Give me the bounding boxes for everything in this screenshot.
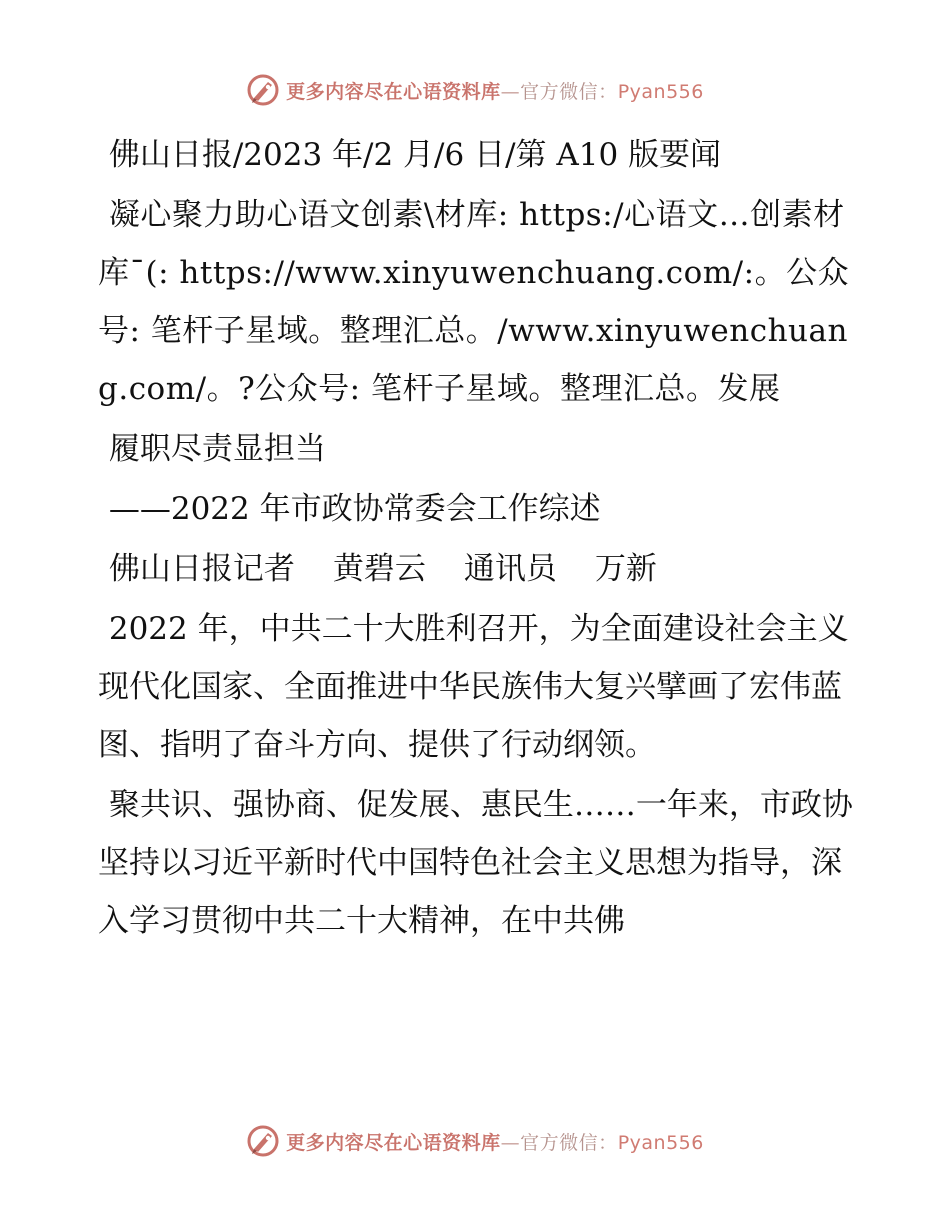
byline-name-reporter: 黄碧云: [332, 551, 426, 587]
watermark-text: [286, 1128, 704, 1155]
watermark-wechat-label: 官方微信：: [520, 1131, 618, 1154]
pen-logo-icon: [246, 1124, 280, 1158]
watermark-wechat-id: Pyan556: [617, 80, 704, 103]
watermark-text: [286, 77, 704, 104]
body-paragraph-1: 2022 年，中共二十大胜利召开，为全面建设社会主义现代化国家、全面推进中华民族伟大复兴擘画了宏伟蓝图、指明了奋斗方向、提供了行动纲领。: [98, 611, 849, 763]
intro-paragraph: 凝心聚力助心语文创素\材库: https:/心语文…创素材库¯(: https://www.xinyuwenchuang.com/:。公众号: 笔杆子星域。整理汇总。/www.xinyuwenchuang.com/。?公众号: 笔杆子星域。整理汇总。发展: [98, 197, 850, 407]
watermark-main-text: 更多内容尽在心语资料库: [286, 1131, 501, 1154]
body-paragraph-2: 聚共识、强协商、促发展、惠民生……一年来，市政协坚持以习近平新时代中国特色社会主义思想为指导，深入学习贯彻中共二十大精神，在中共佛: [98, 787, 853, 939]
article-subtitle: ——2022 年市政协常委会工作综述: [108, 491, 601, 527]
watermark-wechat-label: 官方微信：: [520, 80, 618, 103]
document-body: [98, 120, 858, 952]
watermark-content: [246, 1124, 704, 1158]
bottom-watermark-banner: [0, 1121, 950, 1161]
watermark-wechat-id: Pyan556: [617, 1131, 704, 1154]
watermark-content: [246, 73, 704, 107]
dateline: 佛山日报/2023 年/2 月/6 日/第 A10 版要闻: [108, 137, 722, 173]
watermark-main-text: 更多内容尽在心语资料库: [286, 80, 501, 103]
byline-role-correspondent: 通讯员: [463, 551, 557, 587]
byline: [98, 540, 858, 598]
article-title: 履职尽责显担当: [108, 431, 326, 467]
watermark-separator: —: [500, 80, 521, 103]
byline-name-correspondent: 万新: [594, 551, 657, 587]
pen-logo-icon: [246, 73, 280, 107]
byline-role-reporter: 佛山日报记者: [108, 551, 295, 587]
top-watermark-banner: [0, 70, 950, 110]
watermark-separator: —: [500, 1131, 521, 1154]
